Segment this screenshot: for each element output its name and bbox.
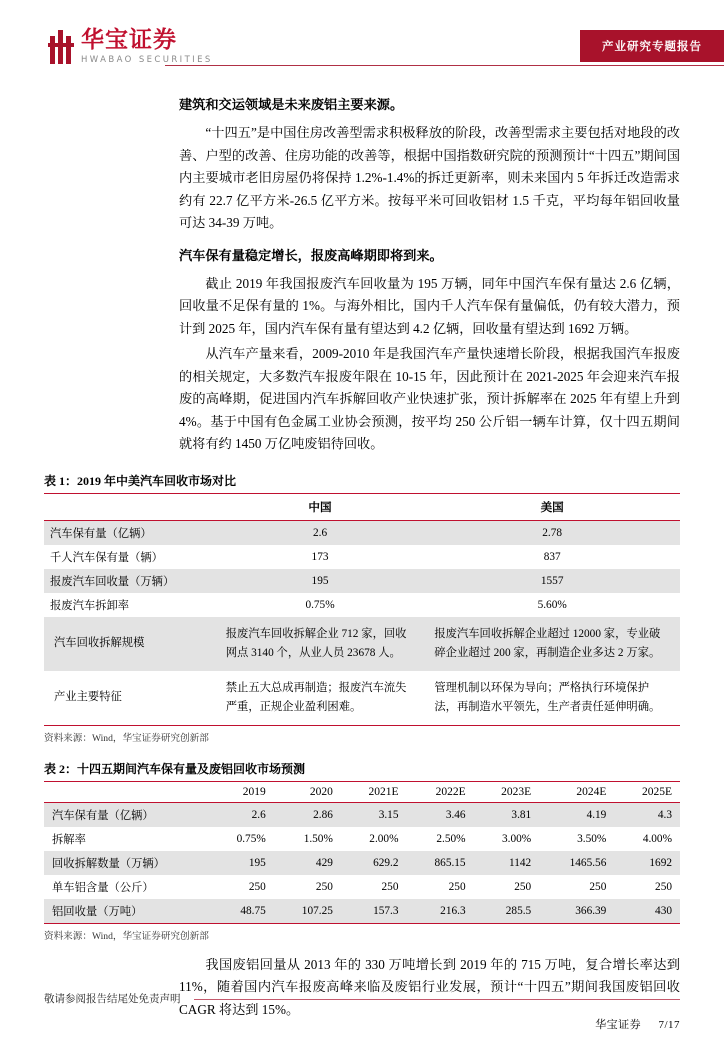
- table2-caption: 表 2：十四五期间汽车保有量及废铝回收市场预测: [44, 761, 306, 776]
- table1-cell-r4c0: 汽车回收拆解规模: [54, 637, 145, 649]
- table2-cell-r4c1: 48.75: [209, 899, 273, 924]
- table2-cell-r2c3: 629.2: [373, 856, 399, 869]
- table1-cell-r4c1: 报废汽车回收拆解企业 712 家，回收网点 3140 个，从业人员 23678 人。: [225, 627, 407, 659]
- logo-text-english: HWABAO SECURITIES: [81, 55, 213, 65]
- table2: [44, 781, 680, 924]
- table2-cell-r3c0: 单车铝含量（公斤）: [52, 881, 154, 894]
- footer-meta: [44, 1016, 680, 1032]
- table-row: [44, 802, 680, 827]
- report-page: [0, 22, 724, 1046]
- table1-cell-r2c1: 195: [311, 574, 329, 587]
- table1-cell-r3c2: 5.60%: [537, 598, 567, 611]
- table1-cell-r5c0: 产业主要特征: [44, 671, 216, 726]
- table2-cell-r4c7: 430: [614, 899, 680, 924]
- page-header: [0, 22, 724, 90]
- paragraph-housing-demand: “十四五”是中国住房改善型需求积极释放的阶段，改善型需求主要包括对地段的改善、户型的改善、住房功能的改善等，根据中国指数研究院的预测预计“十四五”期间国内主要城市老旧房屋仍将保持 1.2%-1.4%的拆迁更新率，则未来国内 5 年拆迁改造需求约有 22.7 亿平方米-26.5 亿平方米。按每平米可回收铝材 1.5 千克，平均每年铝回收量可达 34-39 万吨。: [179, 125, 680, 230]
- table-row: [44, 617, 680, 671]
- table1-header-cell-1: 中国: [216, 493, 425, 520]
- table2-header-cell-5: 2023E: [474, 781, 540, 802]
- section-heading-auto-ownership: 汽车保有量稳定增长，报废高峰期即将到来。: [179, 247, 443, 263]
- disclaimer-note: 敬请参阅报告结尾处免责声明: [44, 994, 181, 1005]
- table2-block: [44, 760, 680, 942]
- table1-cell-r5c1: 禁止五大总成再制造；报废汽车流失严重，正规企业盈利困难。: [216, 671, 425, 726]
- table2-cell-r0c3: 3.15: [378, 808, 399, 821]
- table2-cell-r4c6: 366.39: [539, 899, 614, 924]
- table2-cell-r4c4: 216.3: [406, 899, 473, 924]
- table-row: [44, 875, 680, 899]
- page-content: [0, 94, 724, 1021]
- paragraph-auto-production-outlook: 从汽车产量来看，2009-2010 年是我国汽车产量快速增长阶段，根据我国汽车报废的相关规定，大多数汽车报废年限在 10-15 年，因此预计在 2021-2025 年会迎来汽车报废的高峰期，促进国内汽车拆解回收产业快速扩张，预计拆解率在 2025 年有望上升到 4%。基于中国有色金属工业协会预测，按平均 250 公斤铝一辆车计算，仅十四五期间就将有约 1450 万亿吨废铝待回收。: [179, 346, 680, 451]
- table2-cell-r1c1: 0.75%: [236, 832, 266, 845]
- table2-cell-r1c4: 2.50%: [436, 832, 466, 845]
- table1-source: 资料来源：Wind，华宝证券研究创新部: [44, 732, 209, 744]
- table2-cell-r3c7: 250: [655, 880, 672, 893]
- table2-header-cell-6: 2024E: [539, 781, 614, 802]
- table2-cell-r0c0: 汽车保有量（亿辆）: [52, 809, 154, 822]
- table2-cell-r1c7: 4.00%: [642, 832, 672, 845]
- report-type-badge: 产业研究专题报告: [580, 30, 724, 62]
- table2-header-cell-4: 2022E: [406, 781, 473, 802]
- paragraph-scrap-aluminum-cagr: 我国废铝回量从 2013 年的 330 万吨增长到 2019 年的 715 万吨，复合增长率达到11%，随着国内汽车报废高峰来临及废铝行业发展，预计“十四五”期间我国废铝回收 CAGR 将达到 15%。: [179, 956, 680, 1017]
- table1-header-cell-2: 美国: [424, 493, 680, 520]
- table2-cell-r1c2: 1.50%: [303, 832, 333, 845]
- table1: [44, 493, 680, 726]
- table2-cell-r3c5: 250: [514, 880, 532, 893]
- table1-cell-r1c2: 837: [543, 550, 561, 563]
- table2-cell-r4c3: 157.3: [341, 899, 407, 924]
- table2-cell-r0c7: 4.3: [657, 808, 672, 821]
- table1-cell-r2c2: 1557: [540, 574, 564, 587]
- table2-header-cell-1: 2019: [209, 781, 273, 802]
- table2-cell-r3c6: 250: [589, 880, 607, 893]
- table2-cell-r1c5: 3.00%: [502, 832, 532, 845]
- table2-cell-r4c5: 285.5: [474, 899, 540, 924]
- table1-block: [44, 472, 680, 744]
- table2-cell-r3c1: 250: [248, 880, 266, 893]
- table-row: [44, 899, 680, 924]
- header-divider: [165, 65, 724, 66]
- table2-header-row: [44, 781, 680, 802]
- company-logo: [48, 28, 213, 65]
- table1-header-cell-0: [44, 493, 216, 520]
- table2-cell-r2c6: 1465.56: [569, 856, 607, 869]
- page-footer: [44, 991, 680, 1032]
- table2-header-cell-7: 2025E: [614, 781, 680, 802]
- table1-cell-r5c2: 管理机制以环保为导向；严格执行环境保护法，再制造水平领先，生产者责任延伸明确。: [424, 671, 680, 726]
- paragraph-auto-recycling-2019: 截止 2019 年我国报废汽车回收量为 195 万辆，同年中国汽车保有量达 2.6 亿辆，回收量不足保有量的 1%。与海外相比，国内千人汽车保有量偏低，仍有较大潜力，预计到 2025 年，国内汽车保有量有望达到 4.2 亿辆，回收量有望达到 1692 万辆。: [179, 275, 680, 336]
- page-number: 7/17: [658, 1019, 680, 1031]
- table2-cell-r2c7: 1692: [649, 856, 672, 869]
- table2-cell-r1c3: 2.00%: [369, 832, 399, 845]
- table1-cell-r0c1: 2.6: [312, 526, 328, 539]
- table2-cell-r0c5: 3.81: [511, 808, 532, 821]
- table2-cell-r1c6: 3.50%: [577, 832, 607, 845]
- table2-cell-r2c1: 195: [248, 856, 266, 869]
- table-row: [44, 851, 680, 875]
- table-row: [44, 545, 680, 569]
- table2-cell-r1c0: 拆解率: [52, 833, 86, 846]
- table2-cell-r2c5: 1142: [509, 856, 532, 869]
- table2-cell-r4c0: 铝回收量（万吨）: [44, 899, 209, 924]
- table1-caption: 表 1：2019 年中美汽车回收市场对比: [44, 473, 237, 488]
- table1-header-row: [44, 493, 680, 520]
- table2-header-cell-2: 2020: [274, 781, 341, 802]
- table2-cell-r3c3: 250: [381, 880, 399, 893]
- table2-cell-r0c2: 2.86: [313, 808, 333, 821]
- table1-cell-r3c1: 0.75%: [305, 598, 335, 611]
- hwabao-logo-mark-icon: [48, 30, 74, 64]
- table2-source: 资料来源：Wind，华宝证券研究创新部: [44, 930, 209, 942]
- table-row: [44, 569, 680, 593]
- table-row: [44, 593, 680, 617]
- table-row: [44, 671, 680, 726]
- logo-text-chinese: 华宝证券: [81, 27, 177, 53]
- table2-cell-r2c2: 429: [315, 856, 333, 869]
- table2-cell-r4c2: 107.25: [274, 899, 341, 924]
- footer-divider: [194, 999, 680, 1000]
- table2-cell-r0c1: 2.6: [251, 808, 266, 821]
- table-row: [44, 827, 680, 851]
- table2-cell-r3c2: 250: [315, 880, 333, 893]
- table1-cell-r0c0: 汽车保有量（亿辆）: [50, 527, 152, 540]
- table1-cell-r3c0: 报废汽车拆卸率: [50, 599, 130, 612]
- table2-cell-r0c6: 4.19: [586, 808, 607, 821]
- table1-cell-r2c0: 报废汽车回收量（万辆）: [50, 575, 175, 588]
- table2-header-cell-0: [44, 781, 209, 802]
- table1-cell-r1c0: 千人汽车保有量（辆）: [50, 551, 163, 564]
- table2-cell-r2c0: 回收拆解数量（万辆）: [52, 857, 165, 870]
- table2-cell-r3c4: 250: [448, 880, 466, 893]
- section-heading-building-transport: 建筑和交运领域是未来废铝主要来源。: [179, 97, 404, 112]
- table1-cell-r4c2: 报废汽车回收拆解企业超过 12000 家，专业破碎企业超过 200 家，再制造企业多达 2 万家。: [434, 627, 661, 659]
- table1-cell-r1c1: 173: [311, 550, 329, 563]
- table2-cell-r0c4: 3.46: [445, 808, 466, 821]
- table-row: [44, 520, 680, 545]
- table2-header-cell-3: 2021E: [341, 781, 407, 802]
- footer-brand: 华宝证券: [595, 1019, 642, 1031]
- table1-cell-r0c2: 2.78: [542, 526, 563, 539]
- table2-cell-r2c4: 865.15: [434, 856, 466, 869]
